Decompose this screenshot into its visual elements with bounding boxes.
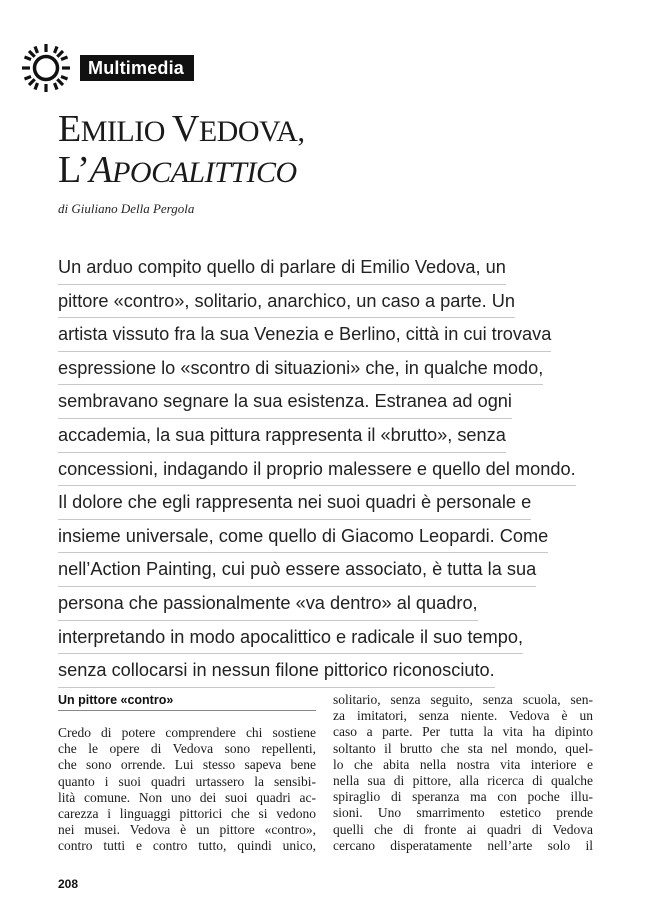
body-line: nella sua di pittore, alla ricerca di qualche: [333, 772, 593, 788]
abstract-line: interpretando in modo apocalittico e radicale il suo tempo,: [58, 621, 523, 655]
title-line-2: [58, 151, 304, 192]
sun-icon: [20, 42, 72, 94]
body-line: solitario, senza seguito, senza scuola, sen-: [333, 692, 593, 707]
title-italic-initial: A: [89, 149, 113, 191]
body-line: contro tutti e contro tutto, quindi unico,: [58, 838, 316, 854]
abstract-line: espressione lo «scontro di situazioni» che, in qualche modo,: [58, 352, 543, 386]
abstract-line: persona che passionalmente «va dentro» al quadro,: [58, 587, 478, 621]
abstract-line: accademia, la sua pittura rappresenta il «brutto», senza: [58, 419, 506, 453]
abstract-line: concessioni, indagando il proprio malessere e quello del mondo.: [58, 453, 576, 487]
page-number: 208: [58, 877, 79, 891]
body-line: Credo di potere comprendere chi sostiene: [58, 725, 316, 740]
abstract: [58, 251, 598, 688]
title-line-1: [58, 110, 304, 151]
byline: di Giuliano Della Pergola: [58, 201, 195, 216]
body-line: cercano disperatamente nell’arte solo il: [333, 837, 593, 853]
body-line: sioni. Uno smarrimento estetico prende: [333, 805, 593, 821]
body-line: za imitatori, senza niente. Vedova è un: [333, 708, 593, 724]
title-smallcaps: EDOVA,: [198, 115, 305, 148]
abstract-line: insieme universale, come quello di Giacomo Leopardi. Come: [58, 520, 548, 554]
body-line: che le opere di Vedova sono repellenti,: [58, 741, 316, 757]
body-line: lità comune. Non uno dei suoi quadri ac-: [58, 789, 316, 805]
body-line: quelli che di fronte ai quadri di Vedova: [333, 821, 593, 837]
abstract-line: nell’Action Painting, cui può essere associato, è tutta la sua: [58, 553, 536, 587]
left-column: [58, 692, 316, 855]
abstract-line: Il dolore che egli rappresenta nei suoi quadri è personale e: [58, 486, 531, 520]
title-italic-smallcaps: POCALITTICO: [112, 156, 297, 189]
section-label: Multimedia: [80, 55, 194, 81]
abstract-line: artista vissuto fra la sua Venezia e Berlino, città in cui trovava: [58, 318, 551, 352]
abstract-line: Un arduo compito quello di parlare di Emilio Vedova, un: [58, 251, 506, 285]
title-initial: V: [171, 108, 199, 150]
section-heading: Un pittore «contro»: [58, 692, 316, 711]
abstract-line: senza collocarsi in nessun filone pittorico riconosciuto.: [58, 654, 495, 688]
abstract-line: pittore «contro», solitario, anarchico, un caso a parte. Un: [58, 285, 515, 319]
body-line: spiraglio di speranza ma con poche illu-: [333, 789, 593, 805]
body-line: soltanto il brutto che sta nel mondo, quel-: [333, 740, 593, 756]
title-prefix: L’: [58, 149, 90, 191]
body-line: quanto i suoi quadri urtassero la sensibi-: [58, 773, 316, 789]
body-line: caso a parte. Per tutta la vita ha dipinto: [333, 724, 593, 740]
article-title: [58, 110, 304, 192]
body-line: nei musei. Vedova è un pittore «contro»,: [58, 822, 316, 838]
body-line: lo che abita nella nostra vita interiore e: [333, 756, 593, 772]
body-line: che sono orrende. Lui stesso sapeva bene: [58, 757, 316, 773]
title-initial: E: [58, 108, 81, 150]
right-column: [333, 692, 593, 854]
body-line: carezza i linguaggi pittorici che si vedono: [58, 805, 316, 821]
title-smallcaps: MILIO: [80, 115, 172, 148]
abstract-line: sembravano segnare la sua esistenza. Estranea ad ogni: [58, 385, 512, 419]
